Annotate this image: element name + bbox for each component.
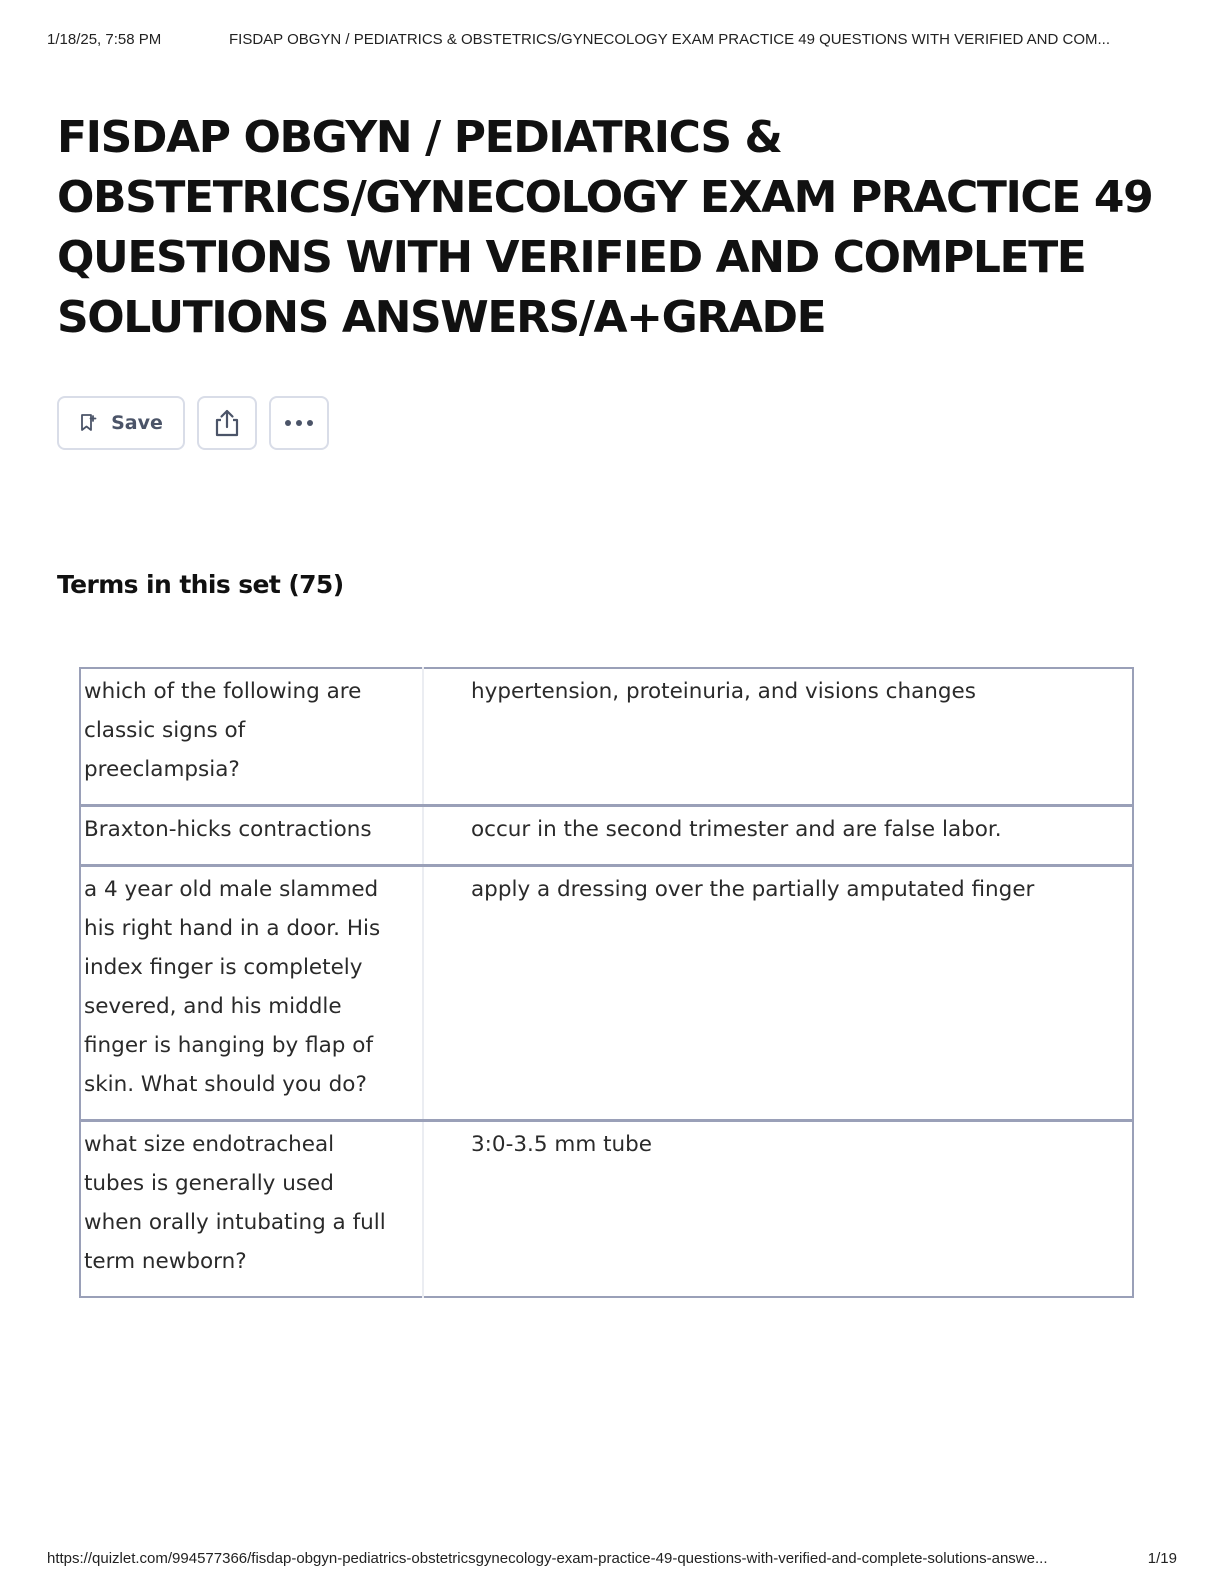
term-cell: a 4 year old male slammed his right hand in a door. His index finger is completely severed, and his middle finger is hanging by flap of skin. What should you do? [80, 866, 423, 1121]
page-number: 1/19 [1147, 1550, 1177, 1567]
share-button[interactable] [197, 396, 257, 450]
terms-section-heading: Terms in this set (75) [57, 570, 344, 599]
save-button-label: Save [111, 412, 163, 434]
save-button[interactable] [57, 396, 185, 450]
table-row [80, 806, 1133, 866]
term-cell: Braxton-hicks contractions [80, 806, 423, 866]
definition-cell: occur in the second trimester and are false labor. [471, 817, 1002, 842]
definition-cell: 3:0-3.5 mm tube [471, 1132, 653, 1157]
print-url: https://quizlet.com/994577366/fisdap-obgyn-pediatrics-obstetricsgynecology-exam-practice-49-questions-with-verified-and-complete-solutions-answe... [47, 1550, 1048, 1567]
terms-table [79, 667, 1134, 1298]
table-row [80, 668, 1133, 806]
table-row [80, 1121, 1133, 1298]
print-document-title: FISDAP OBGYN / PEDIATRICS & OBSTETRICS/GYNECOLOGY EXAM PRACTICE 49 QUESTIONS WITH VERIFIED AND COM... [229, 31, 1110, 48]
term-cell: what size endotracheal tubes is generally used when orally intubating a full term newborn? [80, 1121, 423, 1298]
definition-cell: hypertension, proteinuria, and visions changes [471, 679, 976, 704]
print-datetime: 1/18/25, 7:58 PM [47, 31, 162, 48]
page-title: FISDAP OBGYN / PEDIATRICS & OBSTETRICS/GYNECOLOGY EXAM PRACTICE 49 QUESTIONS WITH VERIFIED AND COMPLETE SOLUTIONS ANSWERS/A+GRADE [57, 112, 1153, 343]
definition-cell: apply a dressing over the partially amputated finger [471, 877, 1035, 902]
bookmark-icon [79, 413, 97, 433]
table-row [80, 866, 1133, 1121]
more-options-button[interactable] [269, 396, 329, 450]
term-cell: which of the following are classic signs of preeclampsia? [80, 668, 423, 806]
more-options-icon [284, 419, 314, 427]
share-icon [213, 408, 241, 438]
